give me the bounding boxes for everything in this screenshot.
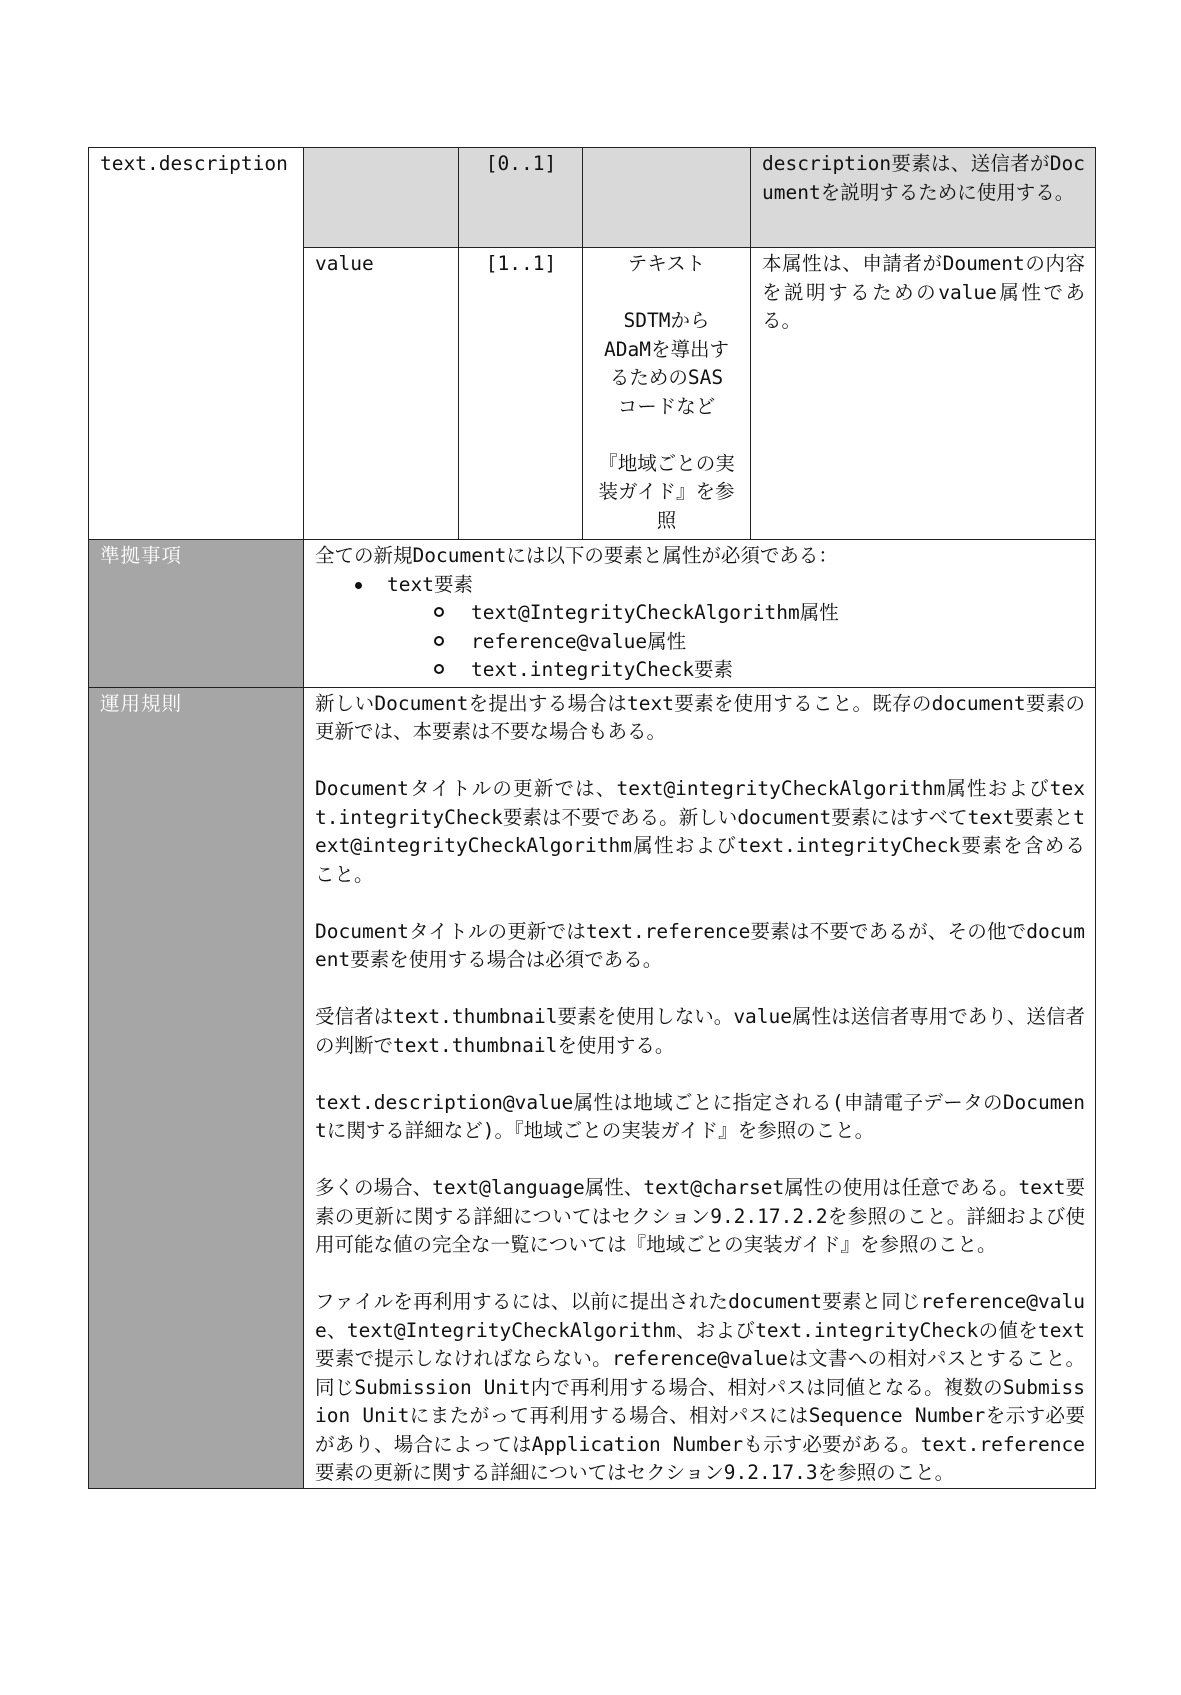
type-line: るためのSAS xyxy=(609,366,724,389)
compliance-content-cell xyxy=(304,540,1096,688)
sublist-item: text@IntegrityCheckAlgorithm属性 xyxy=(471,599,1085,628)
attribute-cell xyxy=(304,248,459,540)
table-row-rules xyxy=(89,687,1096,1488)
element-name: text.description xyxy=(100,152,288,175)
description-text: description要素は、送信者がDocumentを説明するために使用する。 xyxy=(762,152,1085,204)
type-line: テキスト xyxy=(627,252,706,275)
description-text: 本属性は、申請者がDoumentの内容を説明するためのvalue属性である。 xyxy=(762,252,1085,332)
compliance-label: 準拠事項 xyxy=(100,544,183,567)
rule-paragraph: ファイルを再利用するには、以前に提出されたdocument要素と同じreference@value、text@IntegrityCheckAlgorithm、およびtext.integrityCheckの値をtext要素で提示しなければならない。reference@valueは文書への相対パスとすること。同じSubmission Unit内で再利用する場合、相対パスは同値となる。複数のSubmission Unitにまたがって再利用する場合、相対パスにはSequence Numberを示す必要があり、場合によってはApplication Numberも示す必要がある。text.reference要素の更新に関する詳細についてはセクション9.2.17.3を参照のこと。 xyxy=(315,1290,1085,1484)
rule-paragraph: Documentタイトルの更新では、text@integrityCheckAlgorithm属性およびtext.integrityCheck要素は不要である。新しいdocument要素にはすべてtext要素とtext@integrityCheckAlgorithm属性およびtext.integrityCheck要素を含めること。 xyxy=(315,777,1085,886)
rules-label-cell xyxy=(89,687,304,1488)
table-row-compliance xyxy=(89,540,1096,688)
rules-content-cell xyxy=(304,687,1096,1488)
type-line: SDTMから xyxy=(623,309,710,332)
type-line: コードなど xyxy=(617,394,716,418)
type-cell xyxy=(583,148,751,248)
type-line: ADaMを導出す xyxy=(604,337,729,361)
rule-paragraph: 新しいDocumentを提出する場合はtext要素を使用すること。既存のdocument要素の更新では、本要素は不要な場合もある。 xyxy=(315,691,1085,743)
cardinality-value: [0..1] xyxy=(485,152,557,175)
compliance-intro: 全ての新規Documentには以下の要素と属性が必須である： xyxy=(315,544,838,567)
cardinality-value: [1..1] xyxy=(485,252,557,275)
rule-paragraph: 受信者はtext.thumbnail要素を使用しない。value属性は送信者専用であり、送信者の判断でtext.thumbnailを使用する。 xyxy=(315,1005,1085,1057)
cardinality-cell xyxy=(459,148,583,248)
attribute-cell xyxy=(304,148,459,248)
compliance-label-cell xyxy=(89,540,304,688)
attribute-name: value xyxy=(315,252,374,275)
spec-table xyxy=(88,147,1096,1489)
description-cell xyxy=(751,148,1096,248)
table-row-description xyxy=(89,148,1096,248)
rule-paragraph: Documentタイトルの更新ではtext.reference要素は不要であるが、その他でdocument要素を使用する場合は必須である。 xyxy=(315,919,1085,971)
type-line: 『地域ごとの実 xyxy=(598,451,735,475)
description-cell xyxy=(751,248,1096,540)
type-line: 照 xyxy=(656,508,677,532)
sublist-item: text.integrityCheck要素 xyxy=(471,656,1085,685)
type-line: 装ガイド』を参 xyxy=(598,480,735,503)
list-item-label: text要素 xyxy=(387,572,473,596)
rule-paragraph: 多くの場合、text@language属性、text@charset属性の使用は任意である。text要素の更新に関する詳細についてはセクション9.2.17.2.2を参照のこと。詳細および使用可能な値の完全な一覧については『地域ごとの実装ガイド』を参照のこと。 xyxy=(315,1176,1085,1256)
rule-paragraph: text.description@value属性は地域ごとに指定される(申請電子データのDocumentに関する詳細など)。『地域ごとの実装ガイド』を参照のこと。 xyxy=(315,1090,1085,1142)
sublist-item: reference@value属性 xyxy=(471,628,1085,657)
compliance-sublist xyxy=(387,599,1085,685)
rules-label: 運用規則 xyxy=(100,691,183,715)
cardinality-cell xyxy=(459,248,583,540)
type-cell xyxy=(583,248,751,540)
element-name-cell xyxy=(89,148,304,540)
list-item xyxy=(387,571,1085,685)
compliance-list xyxy=(315,571,1085,685)
